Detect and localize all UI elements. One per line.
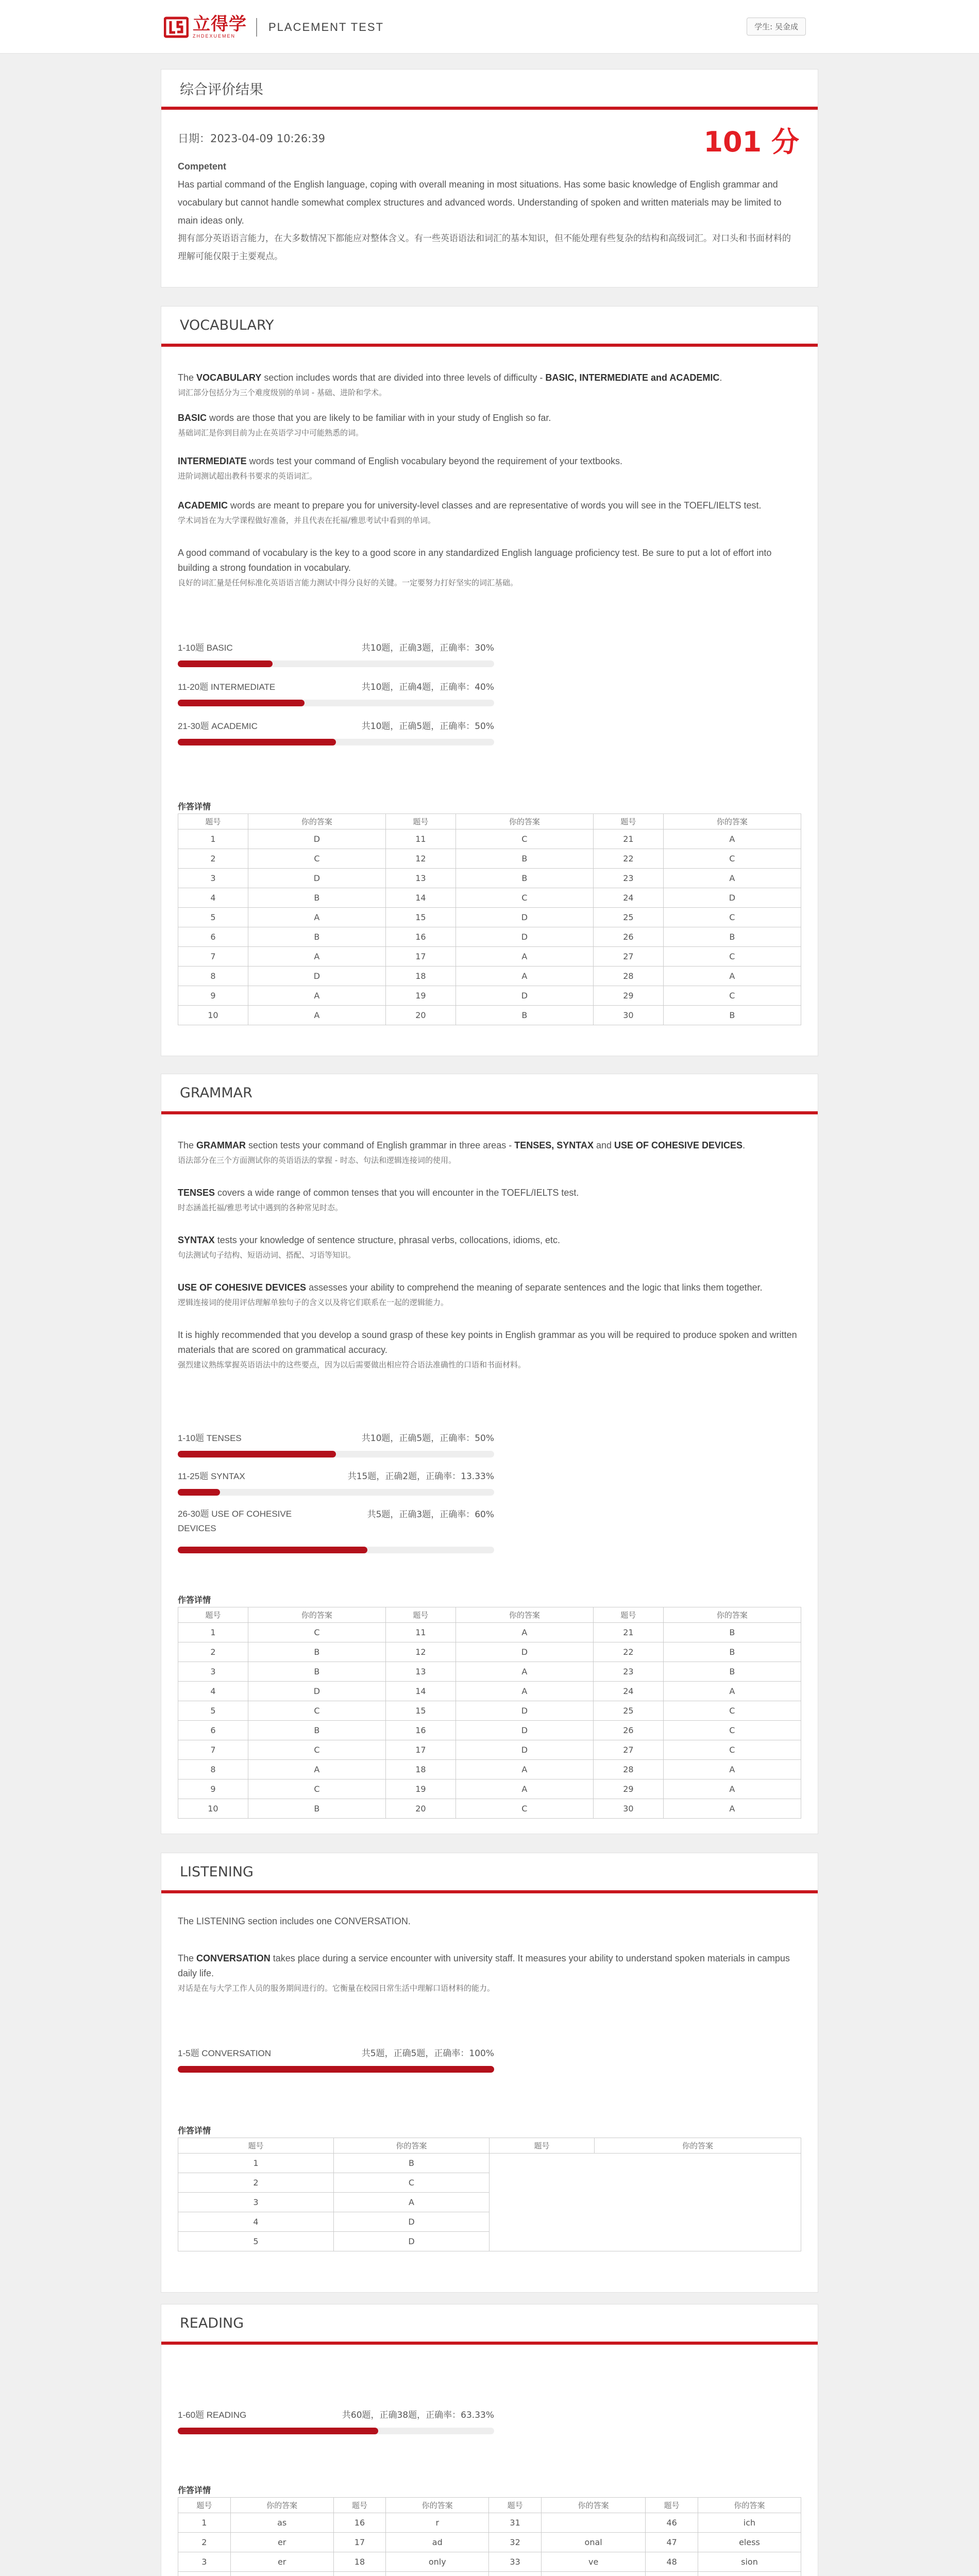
answer-cell: D xyxy=(248,1682,385,1701)
reading-heading: READING xyxy=(161,2304,818,2345)
answer-cell: A xyxy=(455,1760,593,1780)
table-header-cell: 题号 xyxy=(490,2138,595,2154)
question-number: 4 xyxy=(178,888,248,908)
answer-cell: B xyxy=(663,1642,801,1662)
table-header-cell: 题号 xyxy=(178,2498,231,2513)
question-number: 22 xyxy=(593,1642,663,1662)
question-number: 6 xyxy=(178,927,248,947)
question-number: 26 xyxy=(593,927,663,947)
question-number: 25 xyxy=(593,1701,663,1721)
answer-cell: D xyxy=(248,967,385,986)
table-header-cell: 你的答案 xyxy=(698,2498,801,2513)
answer-cell: C xyxy=(663,1701,801,1721)
vocab-detail-label: 作答详情 xyxy=(178,802,211,811)
question-number: 1 xyxy=(178,2513,231,2533)
answer-cell: A xyxy=(455,967,593,986)
app-title: PLACEMENT TEST xyxy=(268,20,384,33)
table-header-cell: 你的答案 xyxy=(663,1607,801,1623)
question-number: 23 xyxy=(593,1662,663,1682)
question-number: 7 xyxy=(178,947,248,967)
table-header-cell: 题号 xyxy=(178,814,248,829)
question-number: 13 xyxy=(385,1662,455,1682)
summary-card xyxy=(161,69,818,287)
question-number: 7 xyxy=(178,1740,248,1760)
question-number: 12 xyxy=(385,849,455,869)
answer-cell: C xyxy=(455,829,593,849)
question-number xyxy=(333,2572,386,2576)
table-row xyxy=(178,2513,801,2533)
answer-cell: B xyxy=(663,1623,801,1642)
grammar-intro: The GRAMMAR section tests your command of English grammar in three areas - TENSES, SYNTAX and USE OF COHESIVE DEVICES. 语法部分在三个方面测试你的英语语法的掌握 - 时态、句法和逻辑连接词的使用。 xyxy=(178,1140,746,1165)
listening-conversation-desc: The CONVERSATION takes place during a service encounter with university staff. It measures your ability to understand spoken materials in campus daily life. 对话是在与大学工作人员的服务期间进行的。它衡量在校园日常生活中理解口语材料的能力。 xyxy=(178,1953,790,1993)
question-number: 47 xyxy=(646,2533,698,2552)
table-header-cell: 题号 xyxy=(593,814,663,829)
logo-divider xyxy=(256,18,257,37)
table-header-cell: 题号 xyxy=(178,2138,334,2154)
table-row xyxy=(178,869,801,888)
table-header-cell: 你的答案 xyxy=(386,2498,489,2513)
answer-cell: A xyxy=(663,829,801,849)
vocab-intro: The VOCABULARY section includes words that are divided into three levels of difficulty - BASIC, INTERMEDIATE and ACADEMIC. 词汇部分包括分为三个难度级别的单词 - 基础、进阶和学术。 xyxy=(178,372,722,397)
answer-cell xyxy=(386,2572,489,2576)
question-number: 14 xyxy=(385,888,455,908)
answer-cell: C xyxy=(248,1623,385,1642)
answer-cell: A xyxy=(663,1799,801,1819)
student-badge[interactable]: 学生: 吴金成 xyxy=(747,18,806,36)
question-number: 2 xyxy=(178,1642,248,1662)
table-header-cell: 题号 xyxy=(385,814,455,829)
grammar-syntax-desc: SYNTAX tests your knowledge of sentence structure, phrasal verbs, collocations, idioms, etc. 句法测试句子结构、短语动词、搭配、习语等知识。 xyxy=(178,1235,561,1260)
vocabulary-card xyxy=(161,306,818,1056)
question-number: 20 xyxy=(385,1799,455,1819)
question-number: 26 xyxy=(593,1721,663,1740)
answer-cell: A xyxy=(663,967,801,986)
question-number: 2 xyxy=(178,2173,334,2193)
table-header-cell: 题号 xyxy=(593,1607,663,1623)
question-number: 1 xyxy=(178,829,248,849)
answer-cell: D xyxy=(455,986,593,1006)
answer-cell: A xyxy=(663,1760,801,1780)
table-row xyxy=(178,1623,801,1642)
question-number: 19 xyxy=(385,1780,455,1799)
listening-heading: LISTENING xyxy=(161,1853,818,1893)
table-row xyxy=(178,1721,801,1740)
summary-text xyxy=(178,176,796,266)
answer-cell: D xyxy=(248,869,385,888)
answer-cell: r xyxy=(386,2513,489,2533)
vocab-academic-desc: ACADEMIC words are meant to prepare you for university-level classes and are representative of words you will see in the TOEFL/IELTS test. 学术词旨在为大学课程做好准备，并且代表在托福/雅思考试中看到的单词。 xyxy=(178,500,762,525)
table-header-cell: 你的答案 xyxy=(455,1607,593,1623)
listening-card xyxy=(161,1853,818,2293)
table-header-cell: 你的答案 xyxy=(663,814,801,829)
table-row xyxy=(178,1780,801,1799)
answer-cell: eless xyxy=(698,2533,801,2552)
answer-cell xyxy=(698,2572,801,2576)
answer-cell: B xyxy=(248,1721,385,1740)
answer-cell: D xyxy=(455,1701,593,1721)
answer-cell: B xyxy=(663,1662,801,1682)
answer-cell: C xyxy=(248,1701,385,1721)
vocabulary-heading: VOCABULARY xyxy=(161,307,818,347)
answer-cell: C xyxy=(248,1740,385,1760)
answer-cell: B xyxy=(248,1799,385,1819)
question-number: 28 xyxy=(593,967,663,986)
question-number: 13 xyxy=(385,869,455,888)
table-row xyxy=(178,1760,801,1780)
question-number: 29 xyxy=(593,986,663,1006)
test-date: 日期：2023-04-09 10:26:39 xyxy=(178,132,326,145)
question-number: 24 xyxy=(593,1682,663,1701)
answer-cell xyxy=(541,2513,645,2533)
question-number: 8 xyxy=(178,1760,248,1780)
question-number: 1 xyxy=(178,2154,334,2173)
table-row xyxy=(178,1701,801,1721)
table-row xyxy=(178,829,801,849)
question-number: 16 xyxy=(385,1721,455,1740)
answer-cell: A xyxy=(248,1760,385,1780)
question-number: 10 xyxy=(178,1799,248,1819)
answer-cell: C xyxy=(663,849,801,869)
question-number: 4 xyxy=(178,2212,334,2232)
table-header-cell: 你的答案 xyxy=(230,2498,333,2513)
question-number: 16 xyxy=(385,927,455,947)
grammar-detail-label: 作答详情 xyxy=(178,1595,211,1605)
answer-cell xyxy=(541,2572,645,2576)
table-header-cell: 题号 xyxy=(489,2498,542,2513)
answer-cell: C xyxy=(663,1721,801,1740)
answer-cell: B xyxy=(248,1662,385,1682)
reading-card xyxy=(161,2304,818,2576)
question-number: 22 xyxy=(593,849,663,869)
question-number: 4 xyxy=(178,1682,248,1701)
table-header-cell: 你的答案 xyxy=(455,814,593,829)
question-number xyxy=(489,2572,542,2576)
answer-cell: D xyxy=(455,927,593,947)
answer-cell: as xyxy=(230,2513,333,2533)
table-row xyxy=(178,2154,801,2173)
table-row xyxy=(178,1799,801,1819)
vocab-progress-intermediate: 11-20题 INTERMEDIATE 共10题，正确4题，正确率：40% xyxy=(178,680,494,706)
answer-cell: A xyxy=(334,2193,490,2212)
answer-cell: C xyxy=(334,2173,490,2193)
question-number: 30 xyxy=(593,1799,663,1819)
logo-mark-icon xyxy=(164,16,189,39)
table-header-cell: 题号 xyxy=(178,1607,248,1623)
table-row xyxy=(178,2572,801,2576)
answer-cell: D xyxy=(455,908,593,927)
question-number: 29 xyxy=(593,1780,663,1799)
logo-en: ZHDEXUEMEN xyxy=(193,33,236,39)
answer-cell: ich xyxy=(698,2513,801,2533)
question-number: 17 xyxy=(333,2533,386,2552)
answer-cell: D xyxy=(455,1721,593,1740)
answer-cell: B xyxy=(248,888,385,908)
summary-cn: 拥有部分英语语言能力，在大多数情况下都能应对整体含义。有一些英语语法和词汇的基本知识，但不能处理有些复杂的结构和高级词汇。对口头和书面材料的理解可能仅限于主要观点。 xyxy=(178,233,791,262)
answer-cell: C xyxy=(248,849,385,869)
answer-cell: C xyxy=(455,888,593,908)
table-header-row xyxy=(178,2138,801,2154)
summary-heading: 综合评价结果 xyxy=(161,70,818,110)
question-number: 3 xyxy=(178,869,248,888)
top-bar xyxy=(0,0,979,54)
answer-cell: D xyxy=(455,1642,593,1662)
vocab-progress-academic: 21-30题 ACADEMIC 共10题，正确5题，正确率：50% xyxy=(178,719,494,745)
table-row xyxy=(178,1006,801,1025)
question-number: 5 xyxy=(178,1701,248,1721)
table-row xyxy=(178,888,801,908)
answer-cell: A xyxy=(248,947,385,967)
question-number: 20 xyxy=(385,1006,455,1025)
question-number: 11 xyxy=(385,1623,455,1642)
answer-cell: ad xyxy=(386,2533,489,2552)
answer-cell: B xyxy=(455,869,593,888)
question-number: 15 xyxy=(385,908,455,927)
question-number: 18 xyxy=(385,967,455,986)
question-number: 30 xyxy=(593,1006,663,1025)
answer-cell: D xyxy=(663,888,801,908)
answer-cell: A xyxy=(455,947,593,967)
answer-cell: er xyxy=(230,2552,333,2572)
logo[interactable] xyxy=(164,15,384,39)
answer-cell: B xyxy=(663,927,801,947)
empty-cell xyxy=(490,2154,801,2251)
answer-cell: B xyxy=(248,1642,385,1662)
question-number: 32 xyxy=(489,2533,542,2552)
question-number xyxy=(646,2572,698,2576)
question-number: 33 xyxy=(489,2552,542,2572)
answer-cell: A xyxy=(248,986,385,1006)
question-number: 10 xyxy=(178,1006,248,1025)
table-row xyxy=(178,986,801,1006)
question-number: 3 xyxy=(178,1662,248,1682)
question-number: 14 xyxy=(385,1682,455,1701)
question-number: 31 xyxy=(489,2513,542,2533)
table-row xyxy=(178,908,801,927)
total-score: 101 分 xyxy=(703,126,799,158)
question-number: 5 xyxy=(178,2232,334,2251)
grammar-card xyxy=(161,1074,818,1834)
answer-cell: ve xyxy=(541,2552,645,2572)
question-number: 21 xyxy=(593,1623,663,1642)
question-number: 16 xyxy=(333,2513,386,2533)
grammar-progress-cohesive: 26-30题 USE OF COHESIVE DEVICES 共5题，正确3题，正确率：60% xyxy=(178,1507,494,1553)
question-number: 19 xyxy=(385,986,455,1006)
question-number: 28 xyxy=(593,1760,663,1780)
table-header-cell: 你的答案 xyxy=(594,2138,801,2154)
answer-cell: B xyxy=(455,849,593,869)
table-row xyxy=(178,2533,801,2552)
answer-cell: A xyxy=(663,869,801,888)
table-row xyxy=(178,927,801,947)
table-header-row xyxy=(178,2498,801,2513)
listening-answer-table xyxy=(178,2138,801,2251)
answer-cell xyxy=(230,2572,333,2576)
question-number: 9 xyxy=(178,1780,248,1799)
answer-cell: C xyxy=(663,908,801,927)
answer-cell: A xyxy=(455,1623,593,1642)
question-number: 1 xyxy=(178,1623,248,1642)
answer-cell: A xyxy=(248,1006,385,1025)
answer-cell: B xyxy=(455,1006,593,1025)
question-number: 17 xyxy=(385,947,455,967)
question-number: 18 xyxy=(385,1760,455,1780)
question-number: 11 xyxy=(385,829,455,849)
question-number: 12 xyxy=(385,1642,455,1662)
level-label: Competent xyxy=(178,161,226,172)
question-number: 23 xyxy=(593,869,663,888)
answer-cell: A xyxy=(455,1682,593,1701)
listening-detail-label: 作答详情 xyxy=(178,2126,211,2136)
table-row xyxy=(178,2552,801,2572)
table-row xyxy=(178,1682,801,1701)
table-row xyxy=(178,1662,801,1682)
table-header-cell: 你的答案 xyxy=(248,814,385,829)
question-number: 17 xyxy=(385,1740,455,1760)
answer-cell: C xyxy=(663,986,801,1006)
answer-cell: A xyxy=(663,1682,801,1701)
answer-cell: er xyxy=(230,2533,333,2552)
listening-intro: The LISTENING section includes one CONVERSATION. xyxy=(178,1916,411,1926)
question-number: 3 xyxy=(178,2552,231,2572)
question-number: 27 xyxy=(593,947,663,967)
logo-cn: 立得学 xyxy=(193,14,247,35)
question-number: 25 xyxy=(593,908,663,927)
table-row xyxy=(178,849,801,869)
question-number: 21 xyxy=(593,829,663,849)
table-header-row xyxy=(178,814,801,829)
table-header-cell: 题号 xyxy=(385,1607,455,1623)
answer-cell: D xyxy=(248,829,385,849)
grammar-answer-table xyxy=(178,1607,801,1819)
question-number: 15 xyxy=(385,1701,455,1721)
answer-cell: C xyxy=(248,1780,385,1799)
vocab-advice: A good command of vocabulary is the key to a good score in any standardized English language proficiency test. Be sure to put a lot of effort into building a strong foundation in vocabulary. 良好的词汇量是任何标准化英语语言能力测试中得分良好的关键。一定要努力打好坚实的词汇基础。 xyxy=(178,548,772,587)
vocab-intermediate-desc: INTERMEDIATE words test your command of English vocabulary beyond the requirement of your textbooks. 进阶词测试超出教科书要求的英语词汇。 xyxy=(178,456,623,481)
answer-cell: A xyxy=(248,908,385,927)
question-number: 9 xyxy=(178,986,248,1006)
answer-cell: C xyxy=(663,947,801,967)
table-header-cell: 你的答案 xyxy=(334,2138,490,2154)
reading-answer-table xyxy=(178,2497,801,2576)
answer-cell: A xyxy=(663,1780,801,1799)
grammar-progress-syntax: 11-25题 SYNTAX 共15题，正确2题，正确率：13.33% xyxy=(178,1469,494,1496)
reading-progress: 1-60题 READING 共60题，正确38题，正确率：63.33% xyxy=(178,2408,494,2434)
question-number: 18 xyxy=(333,2552,386,2572)
listening-progress-conversation: 1-5题 CONVERSATION 共5题，正确5题，正确率：100% xyxy=(178,2046,494,2073)
answer-cell: D xyxy=(334,2212,490,2232)
question-number: 8 xyxy=(178,967,248,986)
vocab-progress-basic: 1-10题 BASIC 共10题，正确3题，正确率：30% xyxy=(178,640,494,667)
grammar-heading: GRAMMAR xyxy=(161,1074,818,1114)
answer-cell: B xyxy=(248,927,385,947)
vocab-basic-desc: BASIC words are those that you are likely to be familiar with in your study of English so far. 基础词汇是你到目前为止在英语学习中可能熟悉的词。 xyxy=(178,413,551,437)
table-row xyxy=(178,967,801,986)
question-number: 27 xyxy=(593,1740,663,1760)
summary-en: Has partial command of the English language, coping with overall meaning in most situations. Has some basic knowledge of English grammar and vocabulary but cannot handle somewhat complex structures and advanced words. Understanding of spoken and written materials may be limited to main ideas only. xyxy=(178,179,782,226)
vocab-answer-table xyxy=(178,814,801,1025)
grammar-advice: It is highly recommended that you develop a sound grasp of these key points in English grammar as you will be required to produce spoken and written materials that are scored on grammatical accuracy. 强烈建议熟练掌握英语语法中的这些要点，因为以后需要做出相应符合语法准确性的口语和书面材料。 xyxy=(178,1330,797,1369)
grammar-progress-tenses: 1-10题 TENSES 共10题，正确5题，正确率：50% xyxy=(178,1431,494,1458)
table-header-cell: 题号 xyxy=(646,2498,698,2513)
table-header-cell: 你的答案 xyxy=(248,1607,385,1623)
table-header-cell: 你的答案 xyxy=(541,2498,645,2513)
question-number xyxy=(178,2572,231,2576)
question-number: 2 xyxy=(178,2533,231,2552)
answer-cell: B xyxy=(663,1006,801,1025)
question-number: 3 xyxy=(178,2193,334,2212)
answer-cell: C xyxy=(455,1799,593,1819)
answer-cell: A xyxy=(455,1662,593,1682)
table-row xyxy=(178,1642,801,1662)
grammar-tenses-desc: TENSES covers a wide range of common tenses that you will encounter in the TOEFL/IELTS test. 时态涵盖托福/雅思考试中遇到的各种常见时态。 xyxy=(178,1188,579,1212)
answer-cell: D xyxy=(455,1740,593,1760)
answer-cell: onal xyxy=(541,2533,645,2552)
table-row xyxy=(178,947,801,967)
table-header-cell: 题号 xyxy=(333,2498,386,2513)
answer-cell: B xyxy=(334,2154,490,2173)
table-row xyxy=(178,1740,801,1760)
answer-cell: sion xyxy=(698,2552,801,2572)
table-header-row xyxy=(178,1607,801,1623)
question-number: 5 xyxy=(178,908,248,927)
answer-cell: A xyxy=(455,1780,593,1799)
grammar-cohesive-desc: USE OF COHESIVE DEVICES assesses your ability to comprehend the meaning of separate sentences and the logic that links them together. 逻辑连接词的使用评估理解单独句子的含义以及将它们联系在一起的逻辑能力。 xyxy=(178,1282,763,1307)
answer-cell: only xyxy=(386,2552,489,2572)
question-number: 6 xyxy=(178,1721,248,1740)
reading-detail-label: 作答详情 xyxy=(178,2485,211,2495)
question-number: 48 xyxy=(646,2552,698,2572)
answer-cell: C xyxy=(663,1740,801,1760)
question-number: 2 xyxy=(178,849,248,869)
question-number: 46 xyxy=(646,2513,698,2533)
answer-cell: D xyxy=(334,2232,490,2251)
question-number: 24 xyxy=(593,888,663,908)
